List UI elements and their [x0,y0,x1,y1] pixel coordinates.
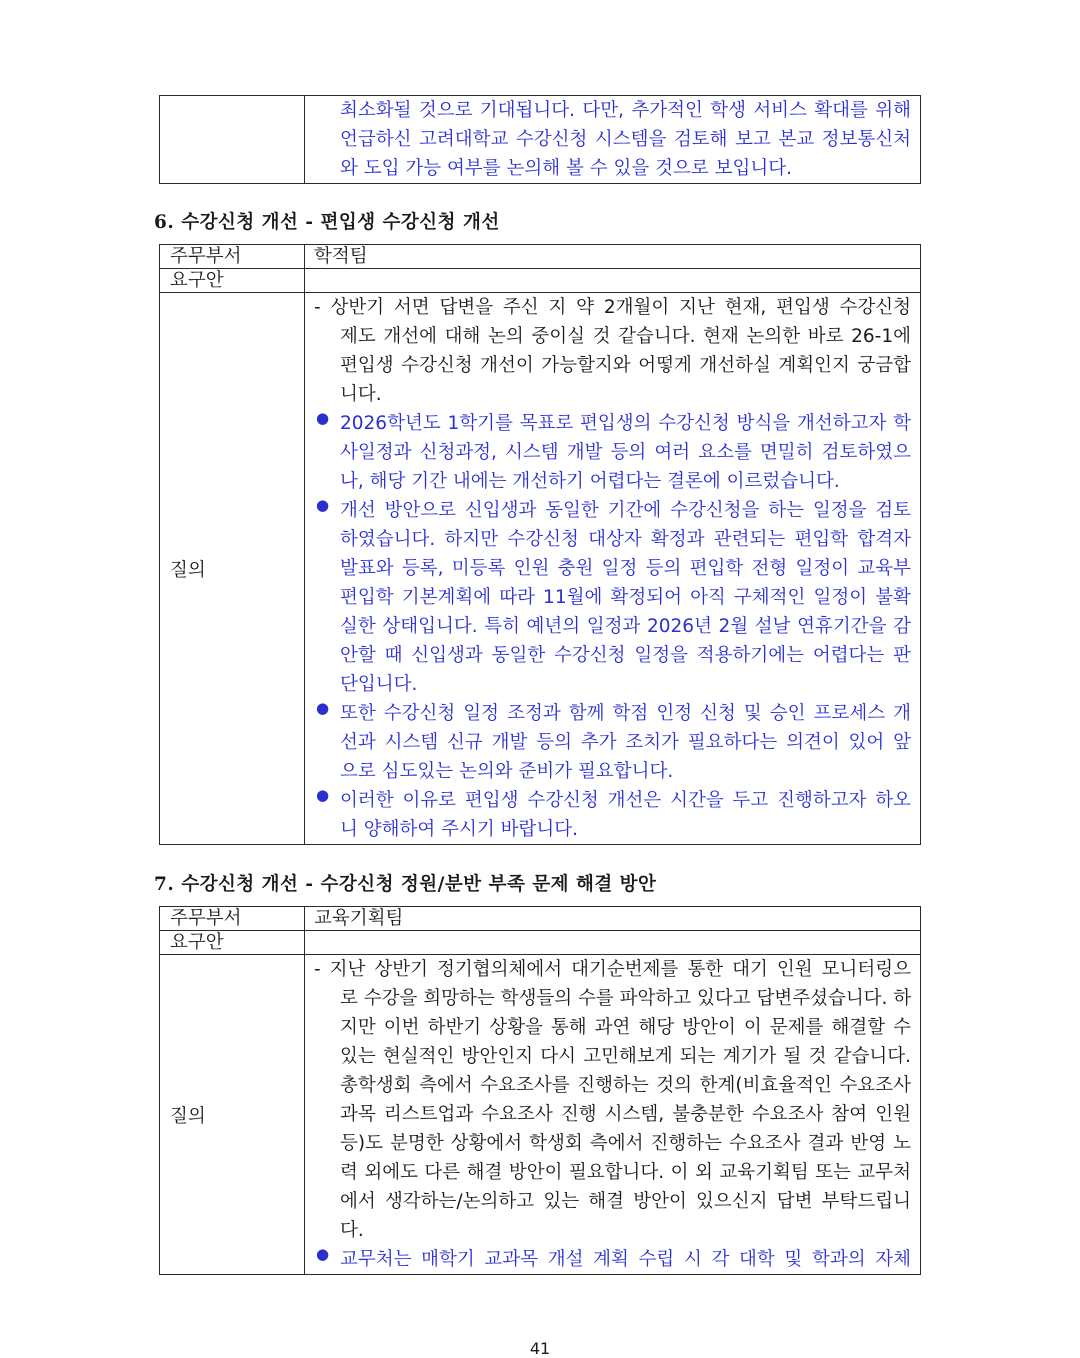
answer-bullet [314,699,911,786]
request-label: 요구안 [160,931,305,955]
answer-line: 실한 상태입니다. 특히 예년의 일정과 2026년 2월 설날 연휴기간을 감 [340,616,911,637]
answer-line: 하였습니다. 하지만 수강신청 대상자 확정과 관련되는 편입학 합격자 [340,529,911,550]
dept-label: 주무부서 [160,907,305,931]
bullet-dot-icon: ● [316,786,330,804]
answer-line: 언급하신 고려대학교 수강신청 시스템을 검토해 보고 본교 정보통신처 [340,129,911,150]
query-content [305,955,921,1275]
answer-line: 단입니다. [340,674,418,695]
bullet-dot-icon: ● [316,699,330,717]
answer-bullet [314,1245,911,1274]
section-7-table [159,906,921,1275]
section-6-heading: 6. 수강신청 개선 - 편입생 수강신청 개선 [154,212,500,233]
answer-line: 사일정과 신청과정, 시스템 개발 등의 여러 요소를 면밀히 검토하였으 [340,442,911,463]
question-line: 제도 개선에 대해 논의 중이실 것 같습니다. 현재 논의한 바로 26-1에 [340,326,911,347]
dept-value: 교육기획팀 [305,907,921,931]
continued-table [159,95,921,184]
request-value [305,931,921,955]
answer-line: 발표와 등록, 미등록 인원 충원 일정 등의 편입학 전형 일정이 교육부 [340,558,911,579]
question-line: - 지난 상반기 정기협의체에서 대기순번제를 통한 대기 인원 모니터링으 [314,959,911,980]
empty-label-cell [160,96,305,184]
page-number: 41 [529,1339,551,1358]
question-line: 총학생회 측에서 수요조사를 진행하는 것의 한계(비효율적인 수요조사 [340,1075,911,1096]
request-value [305,269,921,293]
question-line: 있는 현실적인 방안인지 다시 고민해보게 되는 계기가 될 것 같습니다. [340,1046,911,1067]
answer-line: 이러한 이유로 편입생 수강신청 개선은 시간을 두고 진행하고자 하오 [340,790,911,811]
answer-bullet [314,786,911,844]
question-line: 니다. [340,384,382,405]
section-6-table [159,244,921,845]
answer-line: 교무처는 매학기 교과목 개설 계획 수립 시 각 대학 및 학과의 자체 [340,1249,911,1270]
answer-line: 편입학 기본계획에 따라 11월에 확정되어 아직 구체적인 일정이 불확 [340,587,911,608]
answer-bullet [314,409,911,496]
query-content [305,293,921,845]
question-line: 편입생 수강신청 개선이 가능할지와 어떻게 개선하실 계획인지 궁금합 [340,355,911,376]
section-7-heading: 7. 수강신청 개선 - 수강신청 정원/분반 부족 문제 해결 방안 [154,874,657,895]
answer-line: 으로 심도있는 논의와 준비가 필요합니다. [340,761,674,782]
question-block [314,293,911,409]
answer-line: 개선 방안으로 신입생과 동일한 기간에 수강신청을 하는 일정을 검토 [340,500,911,521]
answer-line: 니 양해하여 주시기 바랍니다. [340,819,578,840]
question-line: 지만 이번 하반기 상황을 통해 과연 해당 방안이 이 문제를 해결할 수 [340,1017,911,1038]
answer-line: 선과 시스템 신규 개발 등의 추가 조치가 필요하다는 의견이 있어 앞 [340,732,911,753]
question-line: 로 수강을 희망하는 학생들의 수를 파악하고 있다고 답변주셨습니다. 하 [340,988,911,1009]
request-label: 요구안 [160,269,305,293]
question-line: 등)도 분명한 상황에서 학생회 측에서 진행하는 수요조사 결과 반영 노 [340,1133,911,1154]
question-block [314,955,911,1245]
answer-line: 와 도입 가능 여부를 논의해 볼 수 있을 것으로 보입니다. [340,158,792,179]
question-line: 과목 리스트업과 수요조사 진행 시스템, 불충분한 수요조사 참여 인원 [340,1104,911,1125]
bullet-dot-icon: ● [316,1245,330,1263]
answer-bullet [314,496,911,699]
question-line: 력 외에도 다른 해결 방안이 필요합니다. 이 외 교육기획팀 또는 교무처 [340,1162,911,1183]
query-label: 질의 [160,293,305,845]
dept-label: 주무부서 [160,245,305,269]
answer-line: 나, 해당 기간 내에는 개선하기 어렵다는 결론에 이르렀습니다. [340,471,840,492]
question-line: 다. [340,1220,364,1241]
dept-value: 학적팀 [305,245,921,269]
bullet-dot-icon: ● [316,496,330,514]
answer-line: 안할 때 신입생과 동일한 수강신청 일정을 적용하기에는 어렵다는 판 [340,645,911,666]
answer-line: 2026학년도 1학기를 목표로 편입생의 수강신청 방식을 개선하고자 학 [340,413,911,434]
bullet-dot-icon: ● [316,409,330,427]
continued-answer [305,96,921,184]
answer-line: 또한 수강신청 일정 조정과 함께 학점 인정 신청 및 승인 프로세스 개 [340,703,911,724]
answer-line: 최소화될 것으로 기대됩니다. 다만, 추가적인 학생 서비스 확대를 위해 [340,100,911,121]
question-line: 에서 생각하는/논의하고 있는 해결 방안이 있으신지 답변 부탁드립니 [340,1191,911,1212]
query-label: 질의 [160,955,305,1275]
question-line: - 상반기 서면 답변을 주신 지 약 2개월이 지난 현재, 편입생 수강신청 [314,297,911,318]
